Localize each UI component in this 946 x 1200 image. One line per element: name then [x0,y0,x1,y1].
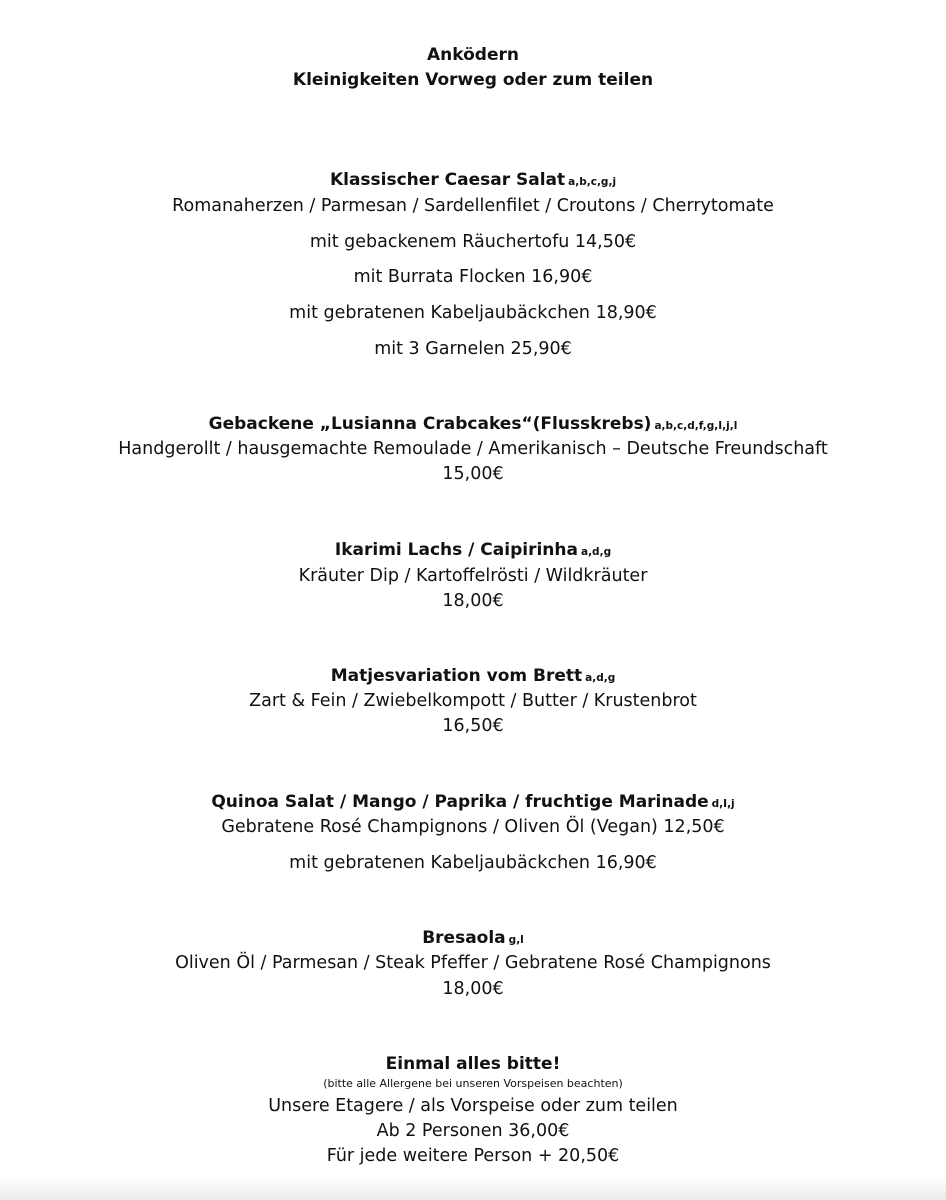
allergen-codes: d,I,j [711,798,735,810]
menu-item-name: Einmal alles bitte! [385,1054,561,1074]
menu-item-name: Klassischer Caesar Salat [329,170,566,190]
menu-item-description: Oliven Öl / Parmesan / Steak Pfeffer / Gebratene Rosé Champignons [175,953,771,973]
menu-item-price: 18,00€ [442,591,504,611]
menu-item-option: mit 3 Garnelen 25,90€ [374,339,572,359]
menu-item-description: Unsere Etagere / als Vorspeise oder zum teilen [268,1096,678,1116]
menu-item-title [0,542,946,559]
allergen-note: (bitte alle Allergene bei unseren Vorspeisen beachten) [323,1077,623,1090]
menu-item-description: Gebratene Rosé Champignons / Oliven Öl (Vegan) 12,50€ [221,817,725,837]
page-bottom-edge [0,1176,946,1200]
menu-item-price: 18,00€ [442,979,504,999]
menu-item-option: mit gebratenen Kabeljaubäckchen 18,90€ [289,303,657,323]
menu-item-name: Matjesvariation vom Brett [330,666,583,686]
menu-item-option: mit gebackenem Räuchertofu 14,50€ [309,232,637,252]
menu-section-title: Anködern [427,45,519,65]
menu-item-description: Romanaherzen / Parmesan / Sardellenfilet / Croutons / Cherrytomate [172,196,774,216]
menu-item-name: Bresaola [422,928,506,948]
allergen-codes: a,d,g [580,546,612,558]
allergen-codes: g,l [508,934,524,946]
menu-item-option: mit gebratenen Kabeljaubäckchen 16,90€ [289,853,657,873]
allergen-codes: a,d,g [585,672,616,684]
menu-item-description: Zart & Fein / Zwiebelkompott / Butter / Krustenbrot [249,691,697,711]
menu-section-subtitle: Kleinigkeiten Vorweg oder zum teilen [292,70,654,90]
menu-item-option: mit Burrata Flocken 16,90€ [353,267,593,287]
menu-item-title [0,668,946,685]
menu-item-name: Quinoa Salat / Mango / Paprika / fruchtige Marinade [211,792,709,812]
menu-item-title [0,794,946,811]
menu-item-title [0,1056,946,1073]
menu-item-title [0,172,946,189]
allergen-codes: a,b,c,g,j [568,176,617,188]
menu-item-description: Handgerollt / hausgemachte Remoulade / Amerikanisch – Deutsche Freundschaft [118,439,828,459]
menu-item-price: 16,50€ [442,716,504,736]
menu-item-title [0,416,946,433]
menu-item-title [0,930,946,947]
menu-item-price: 15,00€ [442,464,504,484]
menu-item-price: Für jede weitere Person + 20,50€ [326,1146,620,1166]
menu-item-price: Ab 2 Personen 36,00€ [376,1121,570,1141]
allergen-codes: a,b,c,d,f,g,I,j,l [654,420,738,432]
menu-item-name: Gebackene „Lusianna Crabcakes“(Flusskrebs) [208,414,652,434]
menu-item-description: Kräuter Dip / Kartoffelrösti / Wildkräuter [298,566,648,586]
menu-item-name: Ikarimi Lachs / Caipirinha [334,540,578,560]
